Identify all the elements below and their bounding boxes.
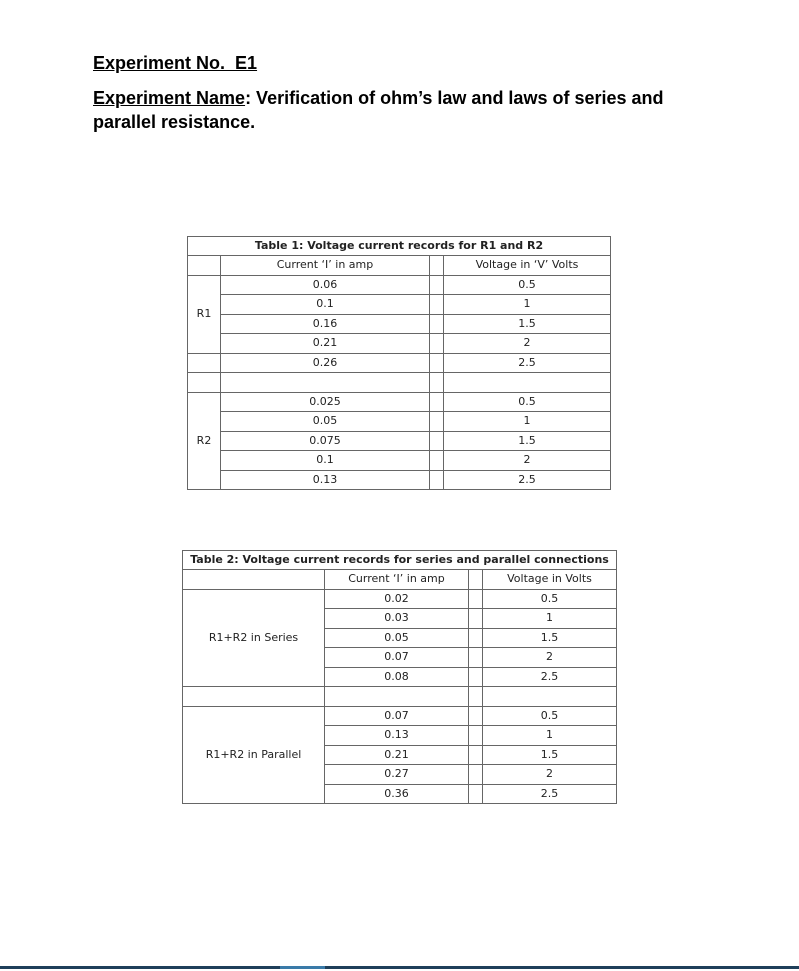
spacer-row	[188, 373, 611, 393]
voltage-cell: 2	[483, 765, 617, 785]
experiment-number	[93, 51, 257, 75]
current-cell: 0.025	[221, 392, 430, 412]
current-cell: 0.1	[221, 451, 430, 471]
experiment-name-value: : Verification of ohm’s law and laws of series and parallel resistance.	[93, 88, 664, 132]
current-cell: 0.05	[221, 412, 430, 432]
current-cell: 0.13	[221, 470, 430, 490]
current-cell: 0.08	[325, 667, 469, 687]
parallel-label: R1+R2 in Parallel	[183, 706, 325, 804]
voltage-cell: 0.5	[444, 392, 611, 412]
col-current-header: Current ‘I’ in amp	[221, 256, 430, 276]
table-2	[182, 550, 617, 804]
table-header	[188, 256, 611, 276]
series-label: R1+R2 in Series	[183, 589, 325, 687]
experiment-number-text: Experiment No. E1	[93, 53, 258, 73]
current-cell: 0.21	[325, 745, 469, 765]
current-cell: 0.06	[221, 275, 430, 295]
table-row	[188, 314, 611, 334]
table-row	[188, 412, 611, 432]
current-cell: 0.26	[221, 353, 430, 373]
voltage-cell: 0.5	[483, 589, 617, 609]
voltage-cell: 2.5	[444, 470, 611, 490]
current-cell: 0.02	[325, 589, 469, 609]
table-row	[188, 431, 611, 451]
table-header	[183, 570, 617, 590]
voltage-cell: 2	[444, 451, 611, 471]
voltage-cell: 0.5	[444, 275, 611, 295]
current-cell: 0.075	[221, 431, 430, 451]
table-row	[188, 392, 611, 412]
col-current-header: Current ‘I’ in amp	[325, 570, 469, 590]
table-row	[183, 706, 617, 726]
voltage-cell: 2.5	[444, 353, 611, 373]
current-cell: 0.07	[325, 648, 469, 668]
r1-label: R1	[188, 275, 221, 353]
current-cell: 0.36	[325, 784, 469, 804]
voltage-cell: 1.5	[444, 314, 611, 334]
voltage-cell: 2	[444, 334, 611, 354]
voltage-cell: 1	[444, 295, 611, 315]
table-1-title: Table 1: Voltage current records for R1 and R2	[188, 237, 611, 256]
table-2-title: Table 2: Voltage current records for series and parallel connections	[183, 551, 617, 570]
voltage-cell: 1	[444, 412, 611, 432]
voltage-cell: 1	[483, 726, 617, 746]
footer-rule	[0, 966, 799, 969]
table-row	[188, 470, 611, 490]
experiment-name	[93, 86, 713, 134]
col-voltage-header: Voltage in ‘V’ Volts	[444, 256, 611, 276]
voltage-cell: 0.5	[483, 706, 617, 726]
table-row	[188, 451, 611, 471]
voltage-cell: 1	[483, 609, 617, 629]
table-1-body	[188, 237, 611, 490]
table-row	[188, 334, 611, 354]
table-2-body	[183, 551, 617, 804]
voltage-cell: 2	[483, 648, 617, 668]
footer-rule-accent	[280, 966, 325, 969]
voltage-cell: 2.5	[483, 667, 617, 687]
table-row	[188, 275, 611, 295]
table-row	[183, 589, 617, 609]
r2-label: R2	[188, 392, 221, 490]
current-cell: 0.13	[325, 726, 469, 746]
spacer-row	[183, 687, 617, 707]
current-cell: 0.05	[325, 628, 469, 648]
current-cell: 0.1	[221, 295, 430, 315]
table-1	[187, 236, 611, 490]
current-cell: 0.21	[221, 334, 430, 354]
voltage-cell: 1.5	[483, 745, 617, 765]
voltage-cell: 1.5	[483, 628, 617, 648]
col-voltage-header: Voltage in Volts	[483, 570, 617, 590]
voltage-cell: 1.5	[444, 431, 611, 451]
current-cell: 0.03	[325, 609, 469, 629]
experiment-name-label: Experiment Name	[93, 88, 246, 108]
current-cell: 0.16	[221, 314, 430, 334]
table-row	[188, 295, 611, 315]
voltage-cell: 2.5	[483, 784, 617, 804]
current-cell: 0.07	[325, 706, 469, 726]
current-cell: 0.27	[325, 765, 469, 785]
table-row	[188, 353, 611, 373]
